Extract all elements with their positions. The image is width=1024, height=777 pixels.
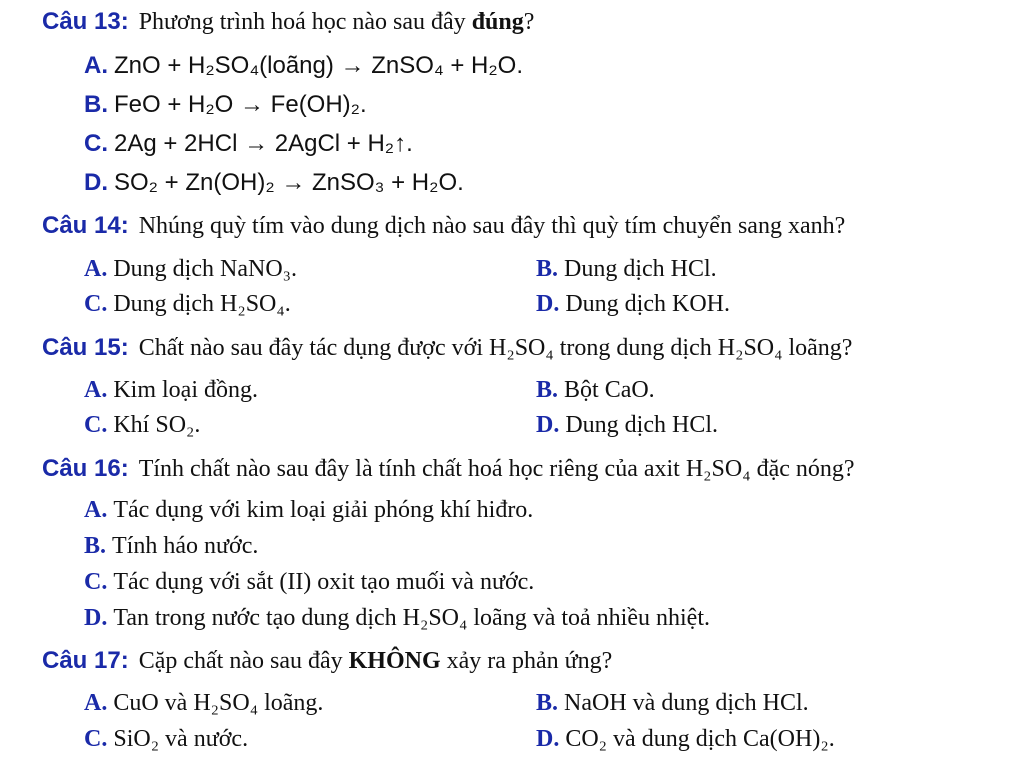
option-15-c bbox=[84, 411, 200, 439]
question-emphasis: KHÔNG bbox=[348, 648, 441, 674]
option-letter: B. bbox=[536, 377, 559, 403]
option-text: NaOH và dung dịch HCl. bbox=[564, 690, 809, 716]
option-letter: C. bbox=[84, 726, 108, 752]
option-text: Dung dịch NaNO₃. bbox=[113, 256, 298, 282]
option-letter: D. bbox=[84, 169, 108, 196]
option-text: SO₂ + Zn(OH)₂ → ZnSO₃ + H₂O. bbox=[114, 169, 464, 196]
question-15 bbox=[42, 334, 852, 362]
option-text: Dung dịch HCl. bbox=[564, 256, 717, 282]
option-17-c bbox=[84, 725, 248, 753]
option-13-b bbox=[84, 91, 367, 119]
question-stem: Nhúng quỳ tím vào dung dịch nào sau đây thì quỳ tím chuyển sang xanh? bbox=[138, 213, 846, 239]
option-text: Tác dụng với sắt (II) oxit tạo muối và nước. bbox=[113, 569, 535, 595]
question-stem: Tính chất nào sau đây là tính chất hoá học riêng của axit H₂SO₄ đặc nóng? bbox=[138, 456, 855, 482]
question-16 bbox=[42, 455, 855, 483]
option-letter: C. bbox=[84, 130, 108, 157]
option-text: Kim loại đồng. bbox=[113, 377, 258, 403]
option-text: Dung dịch H₂SO₄. bbox=[113, 291, 291, 317]
option-text: 2Ag + 2HCl → 2AgCl + H₂↑. bbox=[114, 130, 413, 157]
option-letter: C. bbox=[84, 412, 108, 438]
option-letter: A. bbox=[84, 256, 108, 282]
option-text: Bột CaO. bbox=[564, 377, 655, 403]
option-15-a bbox=[84, 376, 258, 404]
option-letter: D. bbox=[536, 412, 560, 438]
option-14-c bbox=[84, 290, 291, 318]
option-16-a bbox=[84, 496, 533, 524]
option-letter: D. bbox=[84, 605, 108, 631]
option-13-c bbox=[84, 130, 413, 158]
option-13-a bbox=[84, 52, 523, 80]
question-14 bbox=[42, 212, 845, 240]
option-14-b bbox=[536, 255, 717, 283]
option-letter: A. bbox=[84, 690, 108, 716]
option-letter: B. bbox=[84, 91, 108, 118]
question-stem: Chất nào sau đây tác dụng được với H₂SO₄ trong dung dịch H₂SO₄ loãng? bbox=[138, 335, 853, 361]
option-14-d bbox=[536, 290, 730, 318]
option-17-b bbox=[536, 689, 809, 717]
option-text: Dung dịch KOH. bbox=[565, 291, 730, 317]
question-stem: Phương trình hoá học nào sau đây bbox=[138, 9, 466, 35]
option-16-d bbox=[84, 604, 710, 632]
option-text: Tác dụng với kim loại giải phóng khí hiđro. bbox=[113, 497, 534, 523]
option-letter: A. bbox=[84, 52, 108, 79]
option-letter: D. bbox=[536, 726, 560, 752]
option-letter: C. bbox=[84, 569, 108, 595]
option-text: SiO₂ và nước. bbox=[113, 726, 249, 752]
question-13 bbox=[42, 8, 534, 36]
question-stem-tail: xảy ra phản ứng? bbox=[446, 648, 613, 674]
question-stem: Cặp chất nào sau đây bbox=[138, 648, 343, 674]
question-number: Câu 15: bbox=[42, 334, 129, 361]
option-text: Tan trong nước tạo dung dịch H₂SO₄ loãng và toả nhiều nhiệt. bbox=[113, 605, 710, 631]
option-text: FeO + H₂O → Fe(OH)₂. bbox=[114, 91, 367, 118]
option-letter: C. bbox=[84, 291, 108, 317]
option-13-d bbox=[84, 169, 464, 197]
option-14-a bbox=[84, 255, 297, 283]
question-emphasis: đúng bbox=[471, 9, 524, 35]
option-16-c bbox=[84, 568, 534, 596]
option-text: CO₂ và dung dịch Ca(OH)₂. bbox=[565, 726, 835, 752]
option-letter: B. bbox=[536, 256, 559, 282]
option-text: ZnO + H₂SO₄(loãng) → ZnSO₄ + H₂O. bbox=[114, 52, 524, 79]
option-text: CuO và H₂SO₄ loãng. bbox=[113, 690, 324, 716]
option-letter: D. bbox=[536, 291, 560, 317]
option-16-b bbox=[84, 532, 258, 560]
option-15-b bbox=[536, 376, 655, 404]
option-15-d bbox=[536, 411, 718, 439]
option-letter: A. bbox=[84, 497, 108, 523]
option-letter: B. bbox=[84, 533, 107, 559]
option-letter: A. bbox=[84, 377, 108, 403]
option-text: Dung dịch HCl. bbox=[565, 412, 719, 438]
question-17 bbox=[42, 647, 612, 675]
option-text: Khí SO₂. bbox=[113, 412, 201, 438]
question-number: Câu 17: bbox=[42, 647, 129, 674]
question-stem-tail: ? bbox=[523, 9, 535, 35]
question-number: Câu 13: bbox=[42, 8, 129, 35]
question-number: Câu 14: bbox=[42, 212, 129, 239]
option-text: Tính háo nước. bbox=[112, 533, 259, 559]
option-letter: B. bbox=[536, 690, 559, 716]
question-number: Câu 16: bbox=[42, 455, 129, 482]
option-17-a bbox=[84, 689, 323, 717]
option-17-d bbox=[536, 725, 835, 753]
